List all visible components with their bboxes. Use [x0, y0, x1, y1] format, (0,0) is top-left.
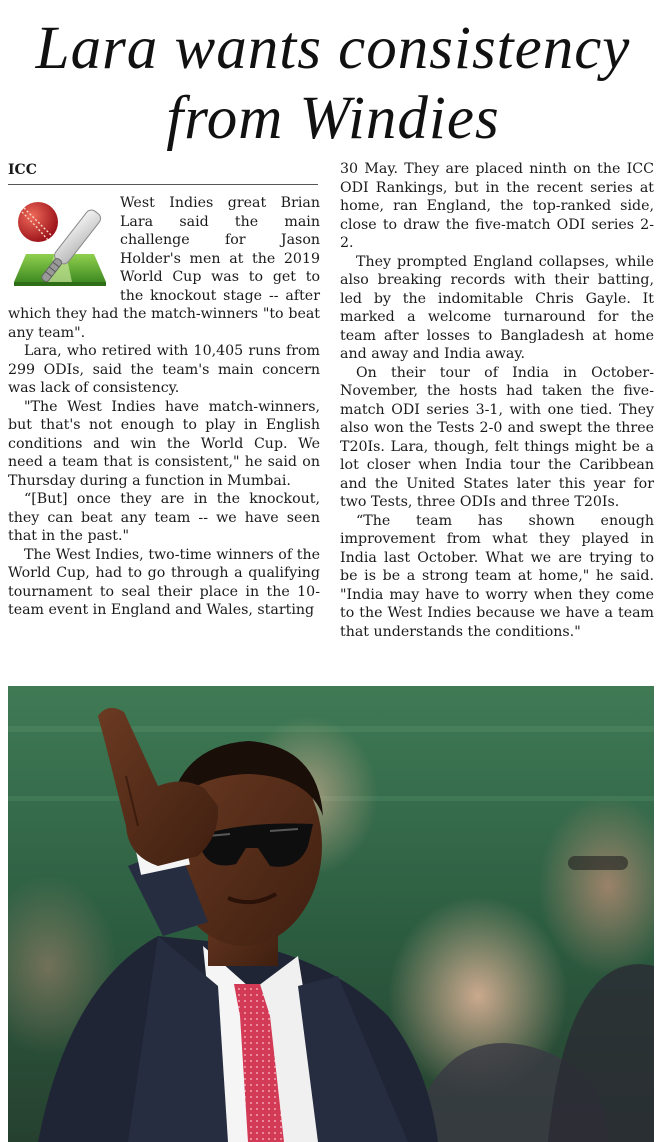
paragraph: “[But] once they are in the knockout, they can beat any team -- we have seen that in the past.": [8, 491, 320, 544]
paragraph: The West Indies, two-time winners of the World Cup, had to go through a qualifying tournament to seal their place in the 10-team event in England and Wales, starting: [8, 546, 320, 618]
headline-line-2: from Windies: [166, 85, 500, 152]
article-column-left: [8, 194, 320, 620]
paragraph: On their tour of India in October-November, the hosts had taken the five-match ODI series 3-1, with one tied. They also won the Tests 2-0 and swept the three T20Is. Lara, though, felt things might be a lot closer when India tour the Caribbean and the United States later this year for two Tests, three ODIs and three T20Is.: [340, 364, 654, 510]
headline-line-1: Lara wants consistency: [35, 15, 631, 82]
byline: ICC: [8, 160, 318, 185]
paragraph: They prompted England collapses, while also breaking records with their batting, led by the indomitable Chris Gayle. It marked a welcome turnaround for the team after losses to Bangladesh at home and away and India away.: [340, 253, 654, 362]
headline: [0, 14, 666, 154]
photo-illustration: [8, 686, 654, 1142]
cricket-ball-bat-icon: [8, 196, 112, 300]
paragraph: Lara, who retired with 10,405 runs from 299 ODIs, said the team's main concern was lack of consistency.: [8, 343, 320, 396]
paragraph: "The West Indies have match-winners, but that's not enough to play in English conditions and win the World Cup. We need a team that is consistent," he said on Thursday during a function in Mumbai.: [8, 398, 320, 489]
paragraph: “The team has shown enough improvement from what they played in India last October. What we are trying to be is be a strong team at home," he said. "India may have to worry when they come to the West Indies because we have a team that understands the conditions.": [340, 512, 654, 640]
article-photo: [8, 686, 654, 1142]
article-column-right: [340, 160, 654, 641]
paragraph: West Indies great Brian Lara said the main challenge for Jason Holder's men at the 2019 World Cup was to get to the knockout stage -- after which they had the match-winners "to beat any team".: [8, 195, 320, 341]
paragraph: 30 May. They are placed ninth on the ICC ODI Rankings, but in the recent series at home, ran England, the top-ranked side, close to draw the five-match ODI series 2-2.: [340, 161, 654, 251]
